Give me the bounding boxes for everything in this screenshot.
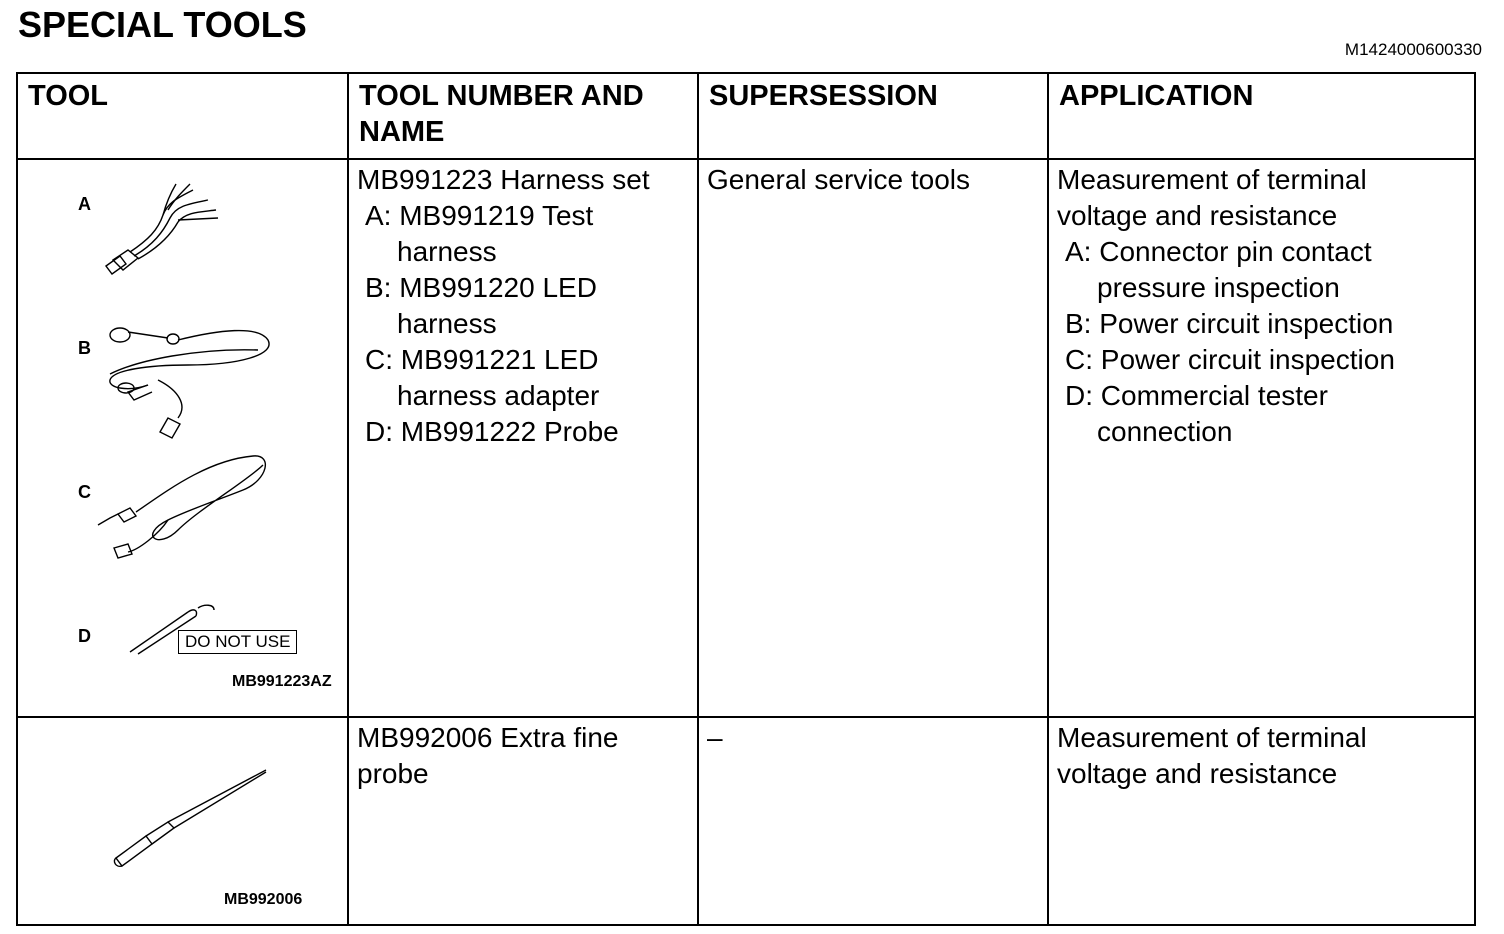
table-header-row	[17, 73, 1475, 159]
application-item-d	[1057, 378, 1466, 450]
tool-item-b	[357, 270, 689, 342]
figure-code: MB992006	[224, 891, 303, 908]
tool-name-line2: probe	[357, 758, 429, 789]
application-cell	[1048, 159, 1475, 717]
header-tool	[17, 73, 348, 159]
figure-code: MB991223AZ	[232, 673, 332, 690]
tool-item-a-line1: A: MB991219 Test	[365, 200, 594, 231]
supersession-cell	[698, 159, 1048, 717]
figure-label-c: C	[78, 482, 91, 502]
application-item-a	[1057, 234, 1466, 306]
header-supersession	[698, 73, 1048, 159]
tool-item-d	[357, 414, 689, 450]
supersession-value: General service tools	[707, 164, 971, 195]
tool-item-c-line2: harness adapter	[397, 380, 600, 411]
figure-label-a: A	[78, 194, 91, 214]
tool-illustration-cell	[17, 159, 348, 717]
header-application-label: APPLICATION	[1059, 80, 1254, 112]
do-not-use-label: DO NOT USE	[178, 630, 297, 654]
tool-item-c	[357, 342, 689, 414]
tool-item-a	[357, 198, 689, 270]
figure-label-d: D	[78, 626, 91, 646]
application-item-a-line1: A: Connector pin contact	[1065, 236, 1372, 267]
table-row	[17, 159, 1475, 717]
test-harness-drawing	[106, 184, 218, 274]
tool-item-a-line2: harness	[397, 236, 497, 267]
table-row	[17, 717, 1475, 925]
tool-item-d-line1: D: MB991222 Probe	[365, 416, 619, 447]
document-id: M1424000600330	[1344, 40, 1482, 59]
application-line1: Measurement of terminal	[1057, 164, 1367, 195]
header-tool-number-line2: NAME	[359, 116, 445, 148]
application-item-b	[1057, 306, 1466, 342]
header-supersession-label: SUPERSESSION	[709, 80, 938, 112]
tool-number-cell	[348, 159, 698, 717]
tool-item-c-line1: C: MB991221 LED	[365, 344, 599, 375]
header-tool-number-line1: TOOL NUMBER AND	[359, 80, 644, 112]
tool-item-b-line1: B: MB991220 LED	[365, 272, 597, 303]
special-tools-table	[16, 72, 1476, 926]
application-item-b-line1: B: Power circuit inspection	[1065, 308, 1394, 339]
supersession-cell	[698, 717, 1048, 925]
page-title: SPECIAL TOOLS	[18, 4, 307, 45]
application-item-a-line2: pressure inspection	[1097, 272, 1340, 303]
tool-name: MB991223 Harness set	[357, 164, 650, 195]
header-tool-label: TOOL	[28, 80, 109, 112]
application-item-c	[1057, 342, 1466, 378]
tool-illustration-cell	[17, 717, 348, 925]
application-item-d-line1: D: Commercial tester	[1065, 380, 1328, 411]
application-item-c-line1: C: Power circuit inspection	[1065, 344, 1395, 375]
led-harness-drawing	[110, 328, 269, 438]
supersession-value: –	[707, 722, 723, 753]
figure-label-b: B	[78, 338, 91, 358]
header-application	[1048, 73, 1475, 159]
application-line1: Measurement of terminal	[1057, 722, 1367, 753]
tool-name-line1: MB992006 Extra fine	[357, 722, 619, 753]
tool-number-cell	[348, 717, 698, 925]
led-harness-adapter-drawing	[98, 456, 265, 558]
application-line2: voltage and resistance	[1057, 758, 1338, 789]
header-tool-number	[348, 73, 698, 159]
application-item-d-line2: connection	[1097, 416, 1233, 447]
application-cell	[1048, 717, 1475, 925]
tool-item-b-line2: harness	[397, 308, 497, 339]
application-line2: voltage and resistance	[1057, 200, 1338, 231]
